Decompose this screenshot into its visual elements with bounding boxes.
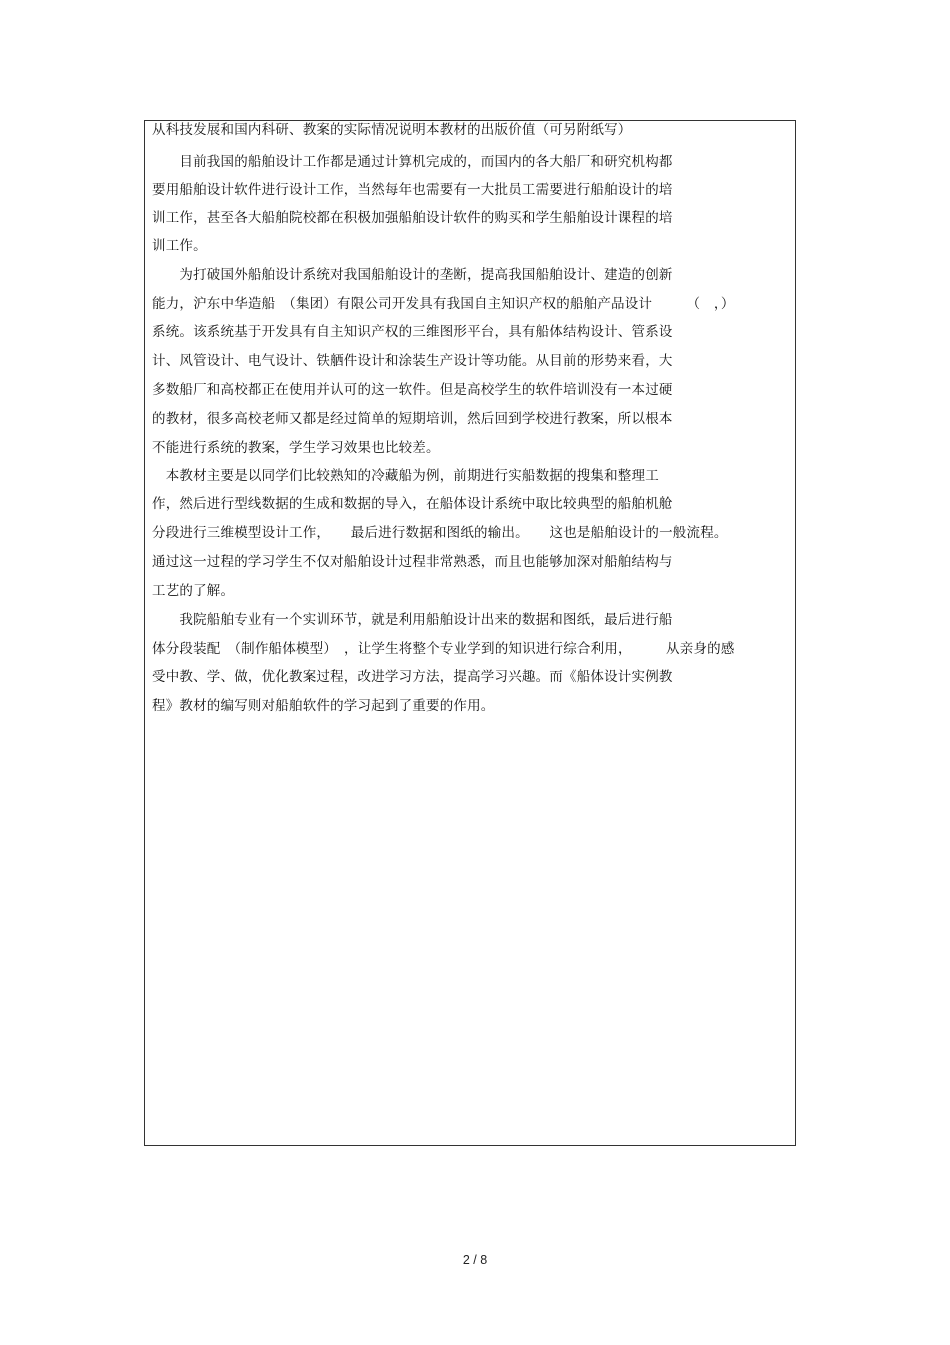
- paragraph-line: 训工作。: [152, 238, 207, 254]
- paragraph-line: 程》教材的编写则对船舶软件的学习起到了重要的作用。: [152, 698, 495, 714]
- form-field-heading: 从科技发展和国内科研、教案的实际情况说明本教材的出版价值（可另附纸写）: [152, 122, 632, 138]
- paragraph-line: 的教材，很多高校老师又都是经过简单的短期培训，然后回到学校进行教案，所以根本: [152, 411, 673, 427]
- paragraph-line: 能力，沪东中华造船 （集团）有限公司开发具有我国自主知识产权的船舶产品设计 （ ，）: [152, 296, 735, 312]
- paragraph-line: 受中教、学、做，优化教案过程，改进学习方法，提高学习兴趣。而《船体设计实例教: [152, 669, 673, 685]
- paragraph-line: 目前我国的船舶设计工作都是通过计算机完成的，而国内的各大船厂和研究机构都: [152, 154, 673, 170]
- paragraph-line: 工艺的了解。: [152, 583, 235, 599]
- paragraph-line: 为打破国外船舶设计系统对我国船舶设计的垄断，提高我国船舶设计、建造的创新: [152, 267, 673, 283]
- paragraph-line: 我院船舶专业有一个实训环节，就是利用船舶设计出来的数据和图纸，最后进行船: [152, 612, 673, 628]
- paragraph-line: 多数船厂和高校都正在使用并认可的这一软件。但是高校学生的软件培训没有一本过硬: [152, 382, 673, 398]
- paragraph-line: 训工作，甚至各大船舶院校都在积极加强船舶设计软件的购买和学生船舶设计课程的培: [152, 210, 673, 226]
- paragraph-line: 分段进行三维模型设计工作， 最后进行数据和图纸的输出。 这也是船舶设计的一般流程。: [152, 525, 728, 541]
- page-number: 2 / 8: [462, 1253, 488, 1267]
- paragraph-line: 作，然后进行型线数据的生成和数据的导入，在船体设计系统中取比较典型的船舶机舱: [152, 496, 673, 512]
- paragraph-line: 通过这一过程的学习学生不仅对船舶设计过程非常熟悉，而且也能够加深对船舶结构与: [152, 554, 673, 570]
- paragraph-line: 要用船舶设计软件进行设计工作，当然每年也需要有一大批员工需要进行船舶设计的培: [152, 182, 673, 198]
- paragraph-line: 本教材主要是以同学们比较熟知的冷藏船为例，前期进行实船数据的搜集和整理工: [152, 468, 659, 484]
- paragraph-line: 系统。该系统基于开发具有自主知识产权的三维图形平台，具有船体结构设计、管系设: [152, 324, 673, 340]
- paragraph-line: 不能进行系统的教案，学生学习效果也比较差。: [152, 440, 440, 456]
- paragraph-line: 计、风管设计、电气设计、铁舾件设计和涂装生产设计等功能。从目前的形势来看，大: [152, 353, 673, 369]
- paragraph-line: 体分段装配 （制作船体模型） ，让学生将整个专业学到的知识进行综合利用， 从亲身的感: [152, 641, 735, 657]
